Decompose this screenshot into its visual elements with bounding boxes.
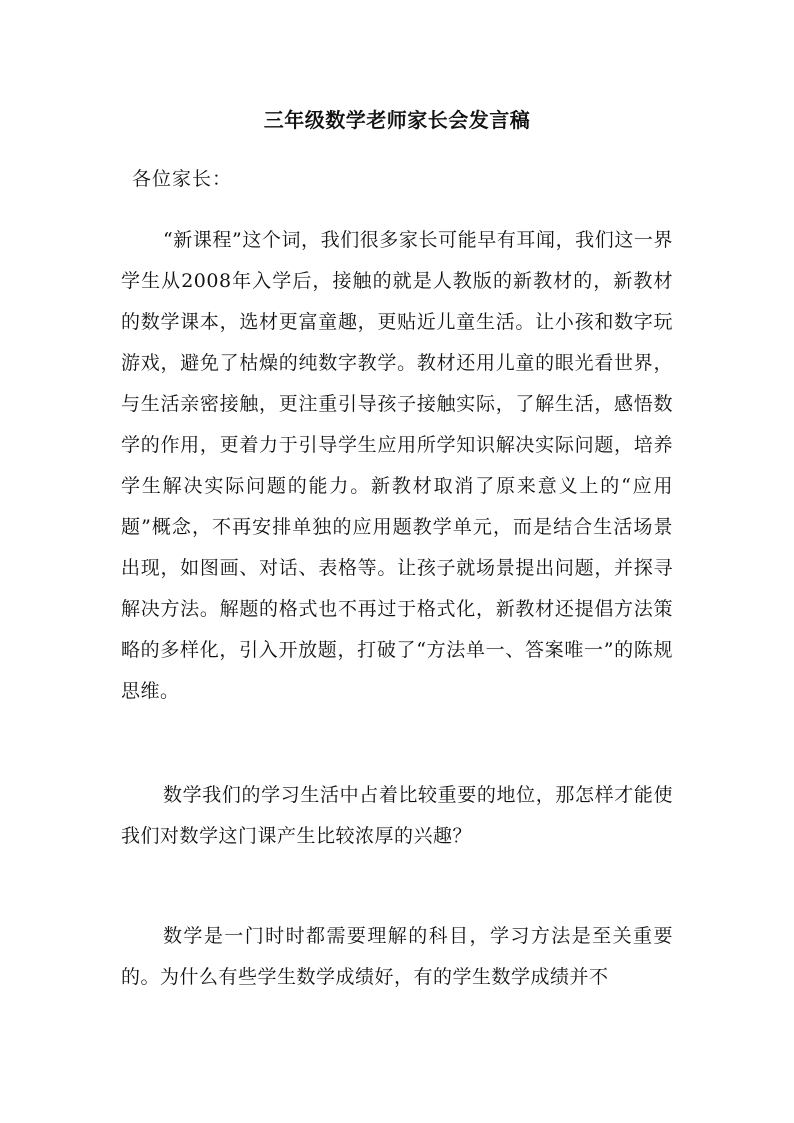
paragraph-3: 数学是一门时时都需要理解的科目，学习方法是至关重要的。为什么有些学生数学成绩好，有的学生数学成绩并不 bbox=[121, 925, 673, 988]
paragraph-1: “新课程”这个词，我们很多家长可能早有耳闻，我们这一界学生从2008年入学后，接触的就是人教版的新教材的，新教材的数学课本，选材更富童趣，更贴近儿童生活。让小孩和数字玩游戏，避免了枯燥的纯数字教学。教材还用儿童的眼光看世界，与生活亲密接触，更注重引导孩子接触实际，了解生活，感悟数学的作用，更着力于引导学生应用所学知识解决实际问题，培养学生解决实际问题的能力。新教材取消了原来意义上的“应用题”概念，不再安排单独的应用题教学单元，而是结合生活场景出现，如图画、对话、表格等。让孩子就场景提出问题，并探寻解决方法。解题的格式也不再过于格式化，新教材还提倡方法策略的多样化，引入开放题，打破了“方法单一、答案唯一”的陈规思维。 bbox=[121, 229, 673, 702]
document-title: 三年级数学老师家长会发言稿 bbox=[263, 108, 531, 132]
paragraph-2: 数学我们的学习生活中占着比较重要的地位，那怎样才能使我们对数学这门课产生比较浓厚的兴趣？ bbox=[121, 784, 673, 847]
greeting: 各位家长： bbox=[132, 168, 233, 190]
